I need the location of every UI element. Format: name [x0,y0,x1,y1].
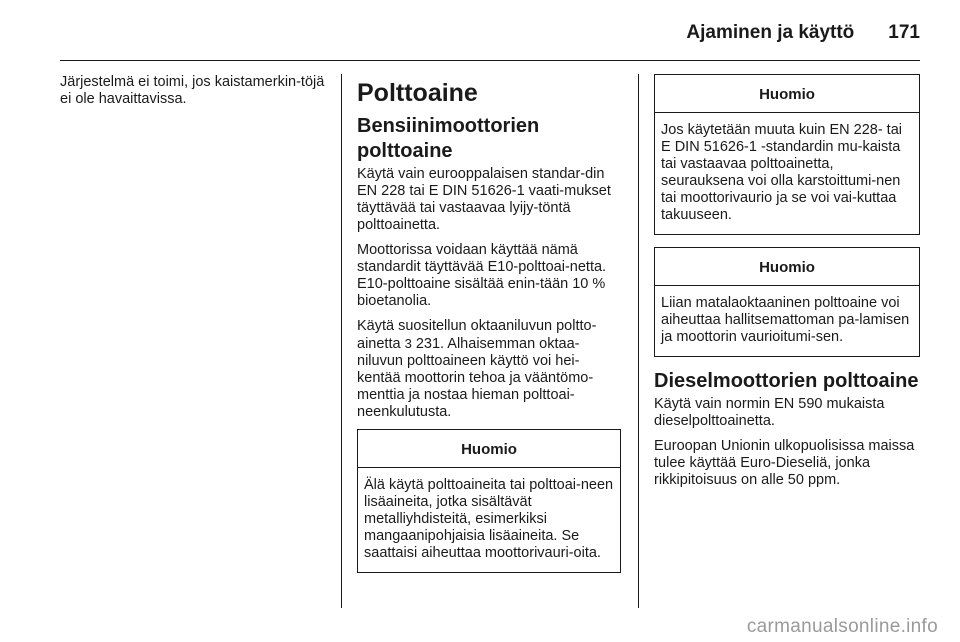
caution-body: Jos käytetään muuta kuin EN 228- tai E DIN 51626-1 -standardin mu-kaista tai vastaavaa polttoainetta, seurauksena voi olla karstoittumi-nen tai moottorivaurio ja se voi vai-kuttaa takuuseen. [661,122,902,223]
section-title-fuel: Polttoaine [357,79,478,107]
header-title: Ajaminen ja käyttö [686,22,855,43]
page-number: 171 [888,22,920,43]
caution-title: Huomio [358,430,620,468]
caution-title: Huomio [655,75,919,113]
caution-box-additives [357,429,621,573]
column-3 [654,74,920,497]
lane-assist-note: Järjestelmä ei toimi, jos kaistamerkin-töjä ei ole havaittavissa. [60,74,325,107]
column-divider-2 [638,74,639,608]
paragraph-diesel-eu: Euroopan Unionin ulkopuolisissa maissa tulee käyttää Euro-Dieseliä, jonka rikkipitoisuus on alle 50 ppm. [654,438,915,488]
column-2 [357,74,621,585]
caution-body: Älä käytä polttoaineita tai polttoai-neen lisäaineita, jotka sisältävät metalliyhdisteitä, esimerkiksi mangaanipohjaisia lisäaineita. Se saattaisi aiheuttaa moottorivauri-oita. [364,477,614,561]
caution-box-low-octane [654,247,920,357]
octane-text-b: 231. Alhaisemman oktaa-niluvun polttoaineen käyttö voi hei-kentää moottorin tehoa ja vääntömo-menttia ja nostaa hieman polttoai-neenkulutusta. [357,336,594,420]
octane-text-a: Käytä suositellun oktaaniluvun poltto-ainetta [357,318,597,352]
paragraph-petrol-standard: Käytä vain eurooppalaisen standar-din EN 228 tai E DIN 51626-1 vaati-mukset täyttävää tai vastaavaa lyijy-töntä polttoainetta. [357,166,611,233]
subsection-title-diesel: Dieselmoottorien polttoaine [654,370,919,392]
paragraph-e10: Moottorissa voidaan käyttää nämä standardit täyttävää E10-polttoai-netta. E10-polttoaine sisältää enin-tään 10 % bioetanolia. [357,242,607,309]
page-reference-icon[interactable]: 3 [404,336,412,351]
page-header [60,22,920,46]
caution-box-nonstandard-fuel [654,74,920,235]
column-1 [60,74,330,116]
paragraph-diesel-standard: Käytä vain normin EN 590 mukaista dieselpolttoainetta. [654,396,885,429]
column-divider-1 [341,74,342,608]
caution-body: Liian matalaoktaaninen polttoaine voi aiheuttaa hallitsemattoman pa-lamisen ja moottorin vaurioitumi-sen. [661,295,910,345]
header-rule [60,60,920,61]
subsection-title-petrol: Bensiinimoottorien polttoaine [357,115,540,162]
watermark: carmanualsonline.info [746,616,938,637]
caution-title: Huomio [655,248,919,286]
paragraph-octane [357,318,621,421]
